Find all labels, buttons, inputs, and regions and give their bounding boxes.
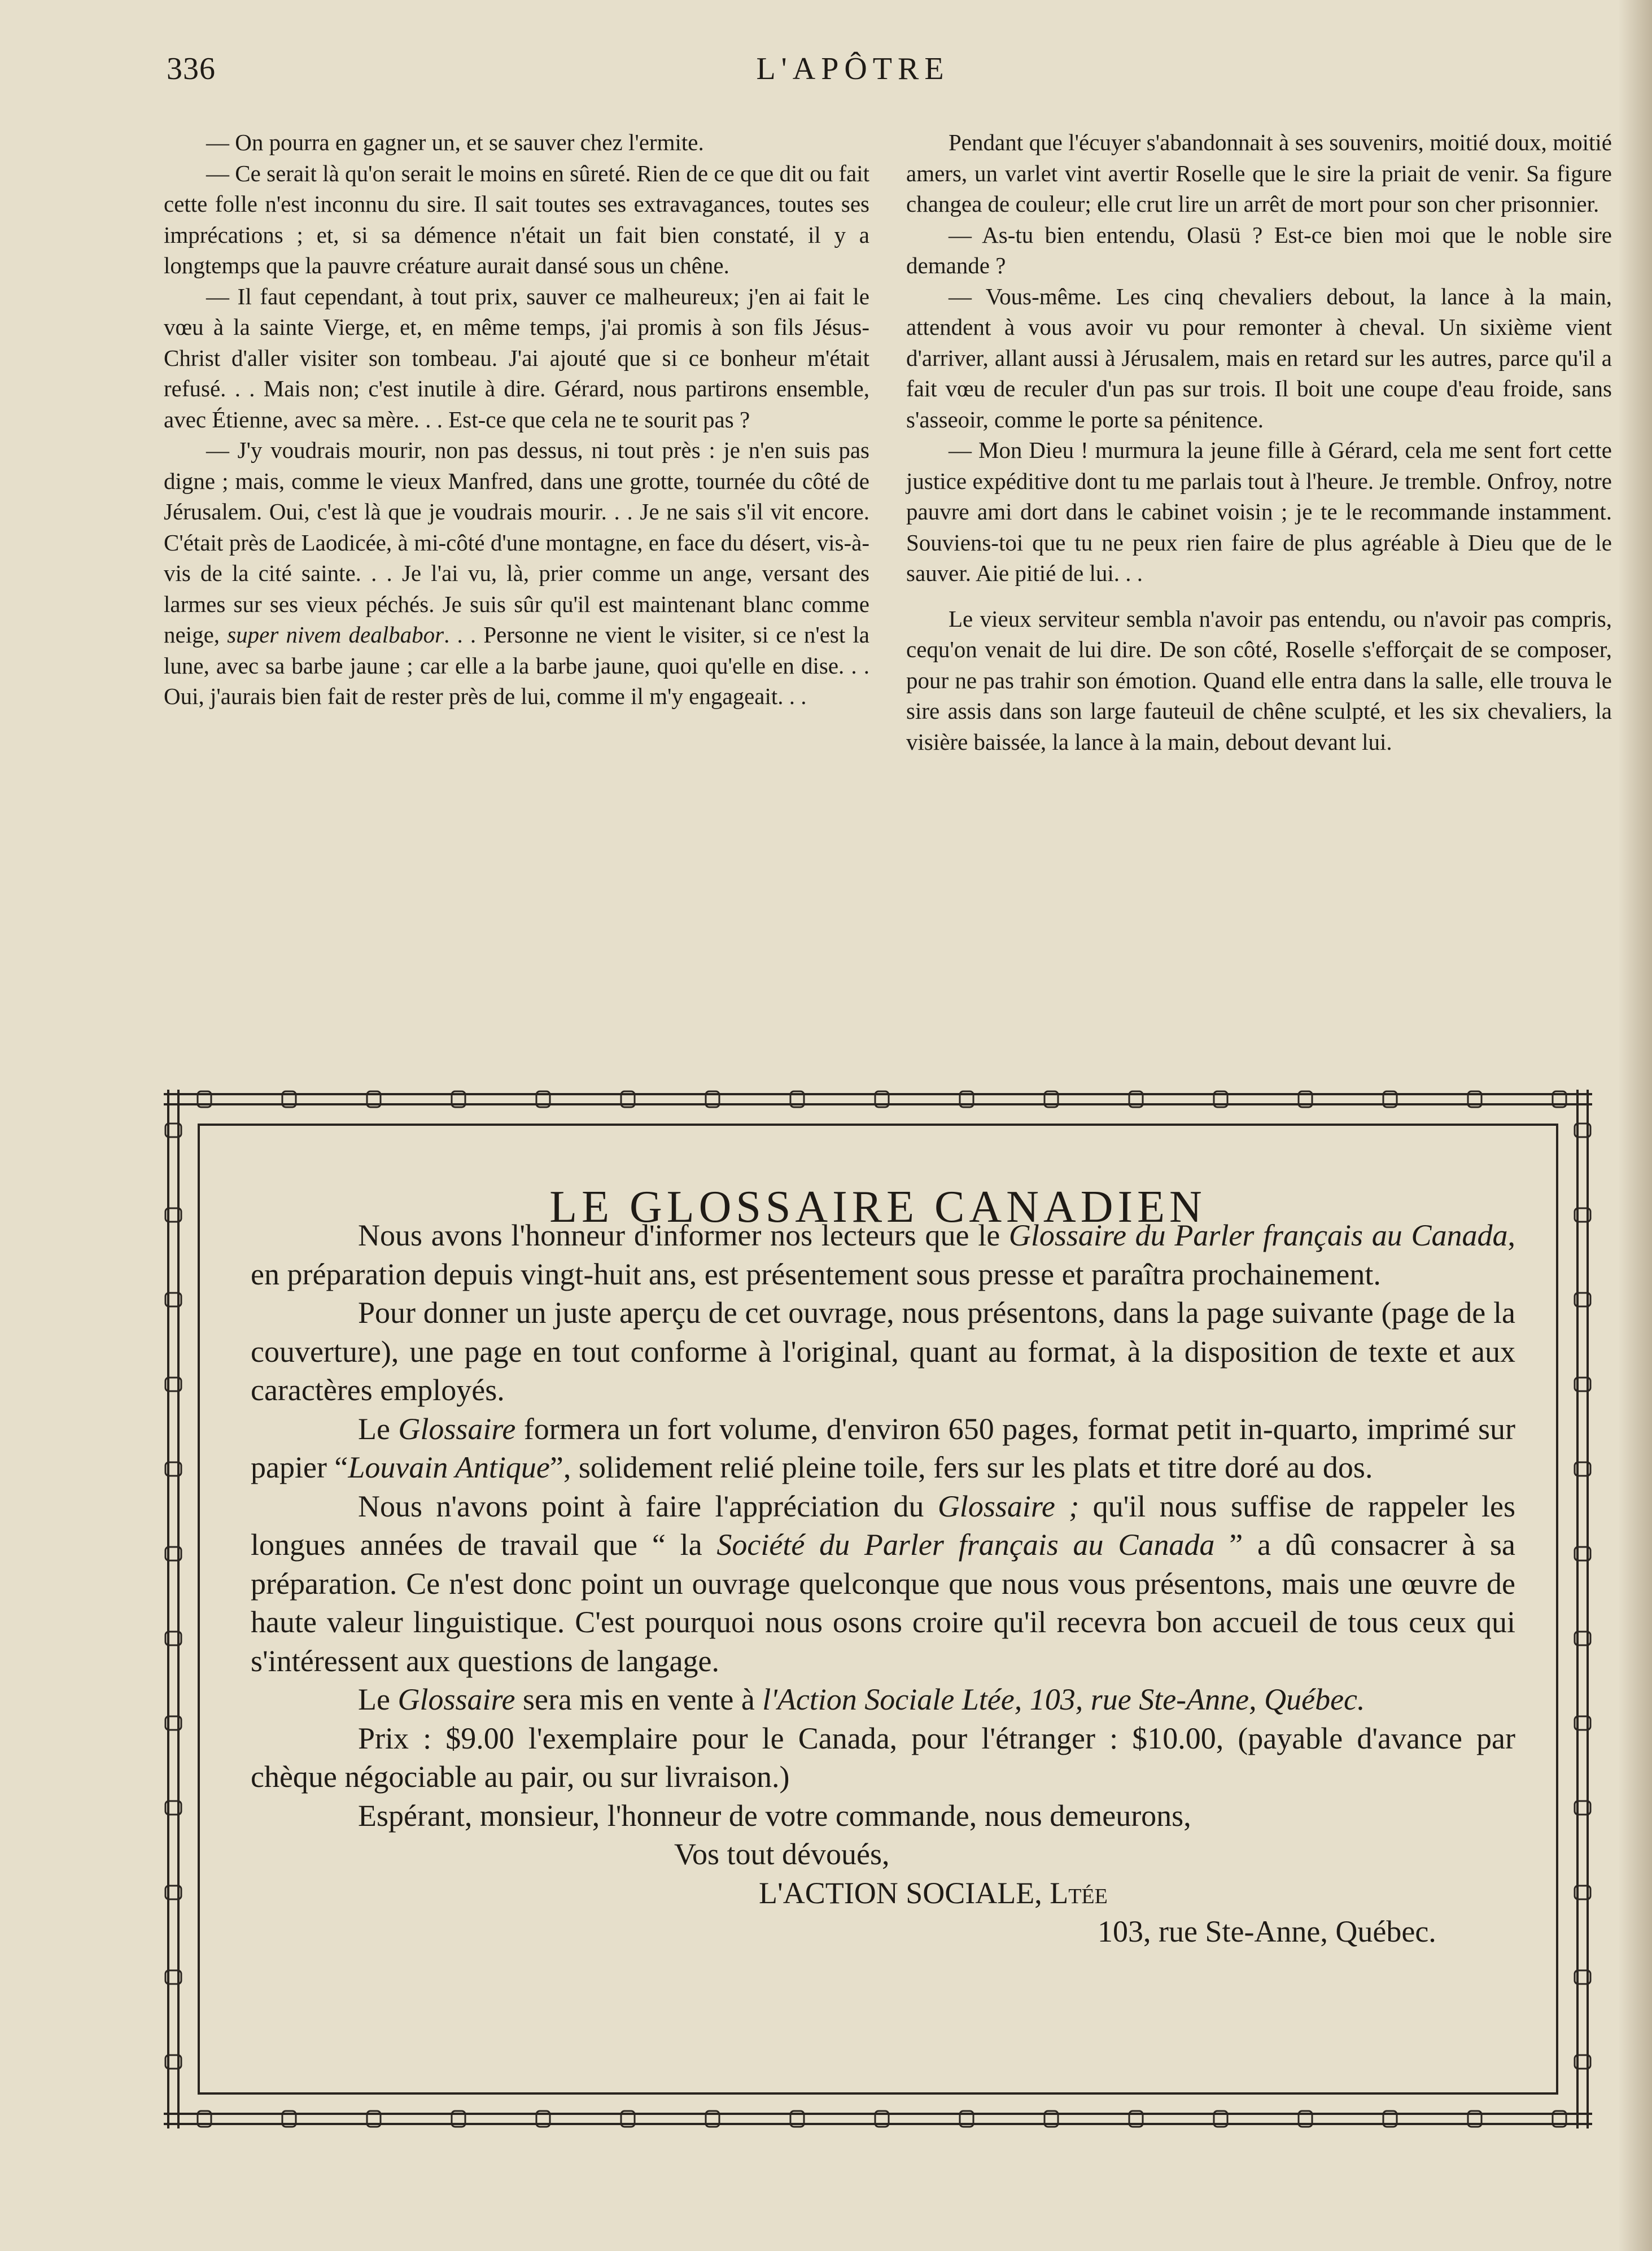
paragraph: — Il faut cependant, à tout prix, sauver ce malheureux; j'en ai fait le vœu à la sainte Vierge, et, en même temps, j'ai promis à son fils Jésus-Christ d'aller visiter son tombeau. J'ai ajouté que si ce bonheur m'était refusé. . . Mais non; c'est inutile à dire. Gérard, nous partirons ensemble, avec Étienne, avec sa mère. . . Est-ce que cela ne te sourit pas ? <box>164 283 869 432</box>
paragraph: — On pourra en gagner un, et se sauver chez l'ermite. <box>206 129 704 155</box>
paragraph: — Vous-même. Les cinq chevaliers debout, la lance à la main, attendent à vous avoir vu pour remonter à cheval. Un sixième vient d'arriver, allant aussi à Jérusalem, mais en retard sur les autres, parce qu'il a fait vœu de reculer d'un pas sur trois. Il boit une coupe d'eau froide, sans s'asseoir, comme le porte sa pénitence. <box>906 283 1612 432</box>
right-column <box>906 127 1612 757</box>
text-run: Nous n'avons point à faire l'appréciation du <box>358 1489 924 1523</box>
book-title: Glossaire <box>397 1682 515 1716</box>
text-run: — J'y voudrais mourir, non pas dessus, ni tout près : je n'en suis pas digne ; mais, comme le vieux Manfred, dans une grotte, tournée du côté de Jérusalem. Oui, c'est là que je voudrais mourir. . . Je ne sais s'il vit encore. C'était près de Laodicée, à mi-côté d'une montagne, en face du désert, vis-à-vis de la cité sainte. . . Je l'ai vu, là, prier comme un ange, versant des larmes sur ses vieux péchés. Je suis sûr qu'il est maintenant blanc comme neige, <box>164 437 869 648</box>
book-title: Glossaire du Parler français au Canada <box>1008 1218 1508 1252</box>
ad-paragraph <box>251 1487 1515 1681</box>
article-columns <box>164 127 1612 1064</box>
publisher-suffix: Ltée <box>1050 1876 1108 1910</box>
book-title: Glossaire ; <box>937 1489 1080 1523</box>
ad-paragraph: Pour donner un juste aperçu de cet ouvrage, nous présentons, dans la page suivante (page de la couverture), une page en tout conforme à l'original, quant au format, à la disposition de texte et aux caractères employés. <box>251 1296 1515 1407</box>
advertisement-box <box>164 1090 1592 2128</box>
closing-salutation: Vos tout dévoués, <box>674 1837 890 1871</box>
text-run: qu'il nous suffise de rappeler les longues années de travail que “ la <box>251 1489 1515 1562</box>
publisher-address: l'Action Sociale Ltée, 103, rue Ste-Anne, Québec. <box>762 1682 1365 1716</box>
text-run: ”, solidement relié pleine toile, fers sur les plats et titre doré au dos. <box>549 1450 1373 1484</box>
ad-paragraph <box>251 1410 1515 1487</box>
journal-title: L'APÔTRE <box>756 51 950 86</box>
paragraph: Le vieux serviteur sembla n'avoir pas entendu, ou n'avoir pas compris, cequ'on venait de lui dire. De son côté, Roselle s'efforçait de se composer, pour ne pas trahir son émotion. Quand elle entra dans la salle, elle trouva le sire assis dans son large fauteuil de chêne sculpté, et les six chevaliers, la visière baissée, la lance à la main, debout devant lui. <box>906 605 1612 755</box>
text-run: formera un fort volume, d'environ 650 pages, format petit in-quarto, imprimé sur papier “ <box>251 1411 1515 1484</box>
advertisement-title: LE GLOSSAIRE CANADIEN <box>549 1182 1207 1232</box>
signature <box>251 1874 1515 1913</box>
ad-paragraph <box>251 1216 1515 1293</box>
binding-shadow <box>1618 0 1652 2251</box>
latin-quote: super nivem dealbabor <box>227 622 444 648</box>
ad-paragraph <box>251 1680 1515 1719</box>
paragraph <box>164 435 869 712</box>
paragraph: — As-tu bien entendu, Olasü ? Est-ce bien moi que le noble sire demande ? <box>906 221 1612 278</box>
paper-name: Louvain Antique <box>348 1450 550 1484</box>
left-column <box>164 127 869 712</box>
advertisement-inner-frame <box>198 1124 1558 2095</box>
paragraph: — Ce serait là qu'on serait le moins en sûreté. Rien de ce que dit ou fait cette folle n'est inconnu du sire. Il sait toutes ses extravagances, toutes ses imprécations ; et, si sa démence n'était un fait bien constaté, il y a longtemps que la pauvre créature aurait dansé sous un chêne. <box>164 160 869 278</box>
ornamental-border-bottom <box>164 2109 1592 2128</box>
running-head <box>167 51 1539 96</box>
text-run: , en préparation depuis vingt-huit ans, est présentement sous presse et paraîtra prochainement. <box>251 1218 1515 1291</box>
paragraph: — Mon Dieu ! murmura la jeune fille à Gérard, cela me sent fort cette justice expéditive dont tu me parlais tout à l'heure. Je tremble. Onfroy, notre pauvre ami dort dans le cabinet voisin ; je te le recommande instamment. Souviens-toi que tu ne peux rien faire de plus agréable à Dieu que de le sauver. Aie pitié de lui. . . <box>906 437 1612 586</box>
text-run: Le <box>358 1682 390 1716</box>
book-title: Glossaire <box>398 1411 516 1446</box>
publisher-name: L'ACTION SOCIALE, <box>759 1876 1042 1910</box>
page-number: 336 <box>167 51 216 86</box>
closing-line: Espérant, monsieur, l'honneur de votre commande, nous demeurons, <box>358 1798 1191 1833</box>
advertisement-body <box>251 1216 1515 1951</box>
paragraph: Pendant que l'écuyer s'abandonnait à ses souvenirs, moitié doux, moitié amers, un varlet vint avertir Roselle que le sire la priait de venir. Sa figure changea de couleur; elle crut lire un arrêt de mort pour son cher prisonnier. <box>906 129 1612 217</box>
signature-address: 103, rue Ste-Anne, Québec. <box>1098 1915 1436 1948</box>
text-run: ” a dû consacrer à sa préparation. Ce n'est donc point un ouvrage quelconque que nous vous présentons, mais une œuvre de haute valeur linguistique. C'est pourquoi nous osons croire qu'il recevra bon accueil de tous ceux qui s'intéressent aux questions de langage. <box>251 1528 1515 1678</box>
society-name: Société du Parler français au Canada <box>716 1528 1215 1562</box>
text-run: . . . Personne ne vient le visiter, si ce n'est la lune, avec sa barbe jaune ; car elle a la barbe jaune, quoi qu'elle en dise. . . Oui, j'aurais bien fait de rester près de lui, comme il m'y engageait. . . <box>164 622 869 709</box>
text-run: Nous avons l'honneur d'informer nos lecteurs que le <box>358 1218 1000 1252</box>
ornamental-border-top <box>164 1090 1592 1109</box>
ornamental-border-right <box>1573 1090 1592 2128</box>
ornamental-border-left <box>164 1090 183 2128</box>
text-run: sera mis en vente à <box>522 1682 755 1716</box>
text-run: Le <box>358 1411 390 1446</box>
price-paragraph: Prix : $9.00 l'exemplaire pour le Canada, pour l'étranger : $10.00, (payable d'avance par chèque négociable au pair, ou sur livraison.) <box>251 1721 1515 1794</box>
